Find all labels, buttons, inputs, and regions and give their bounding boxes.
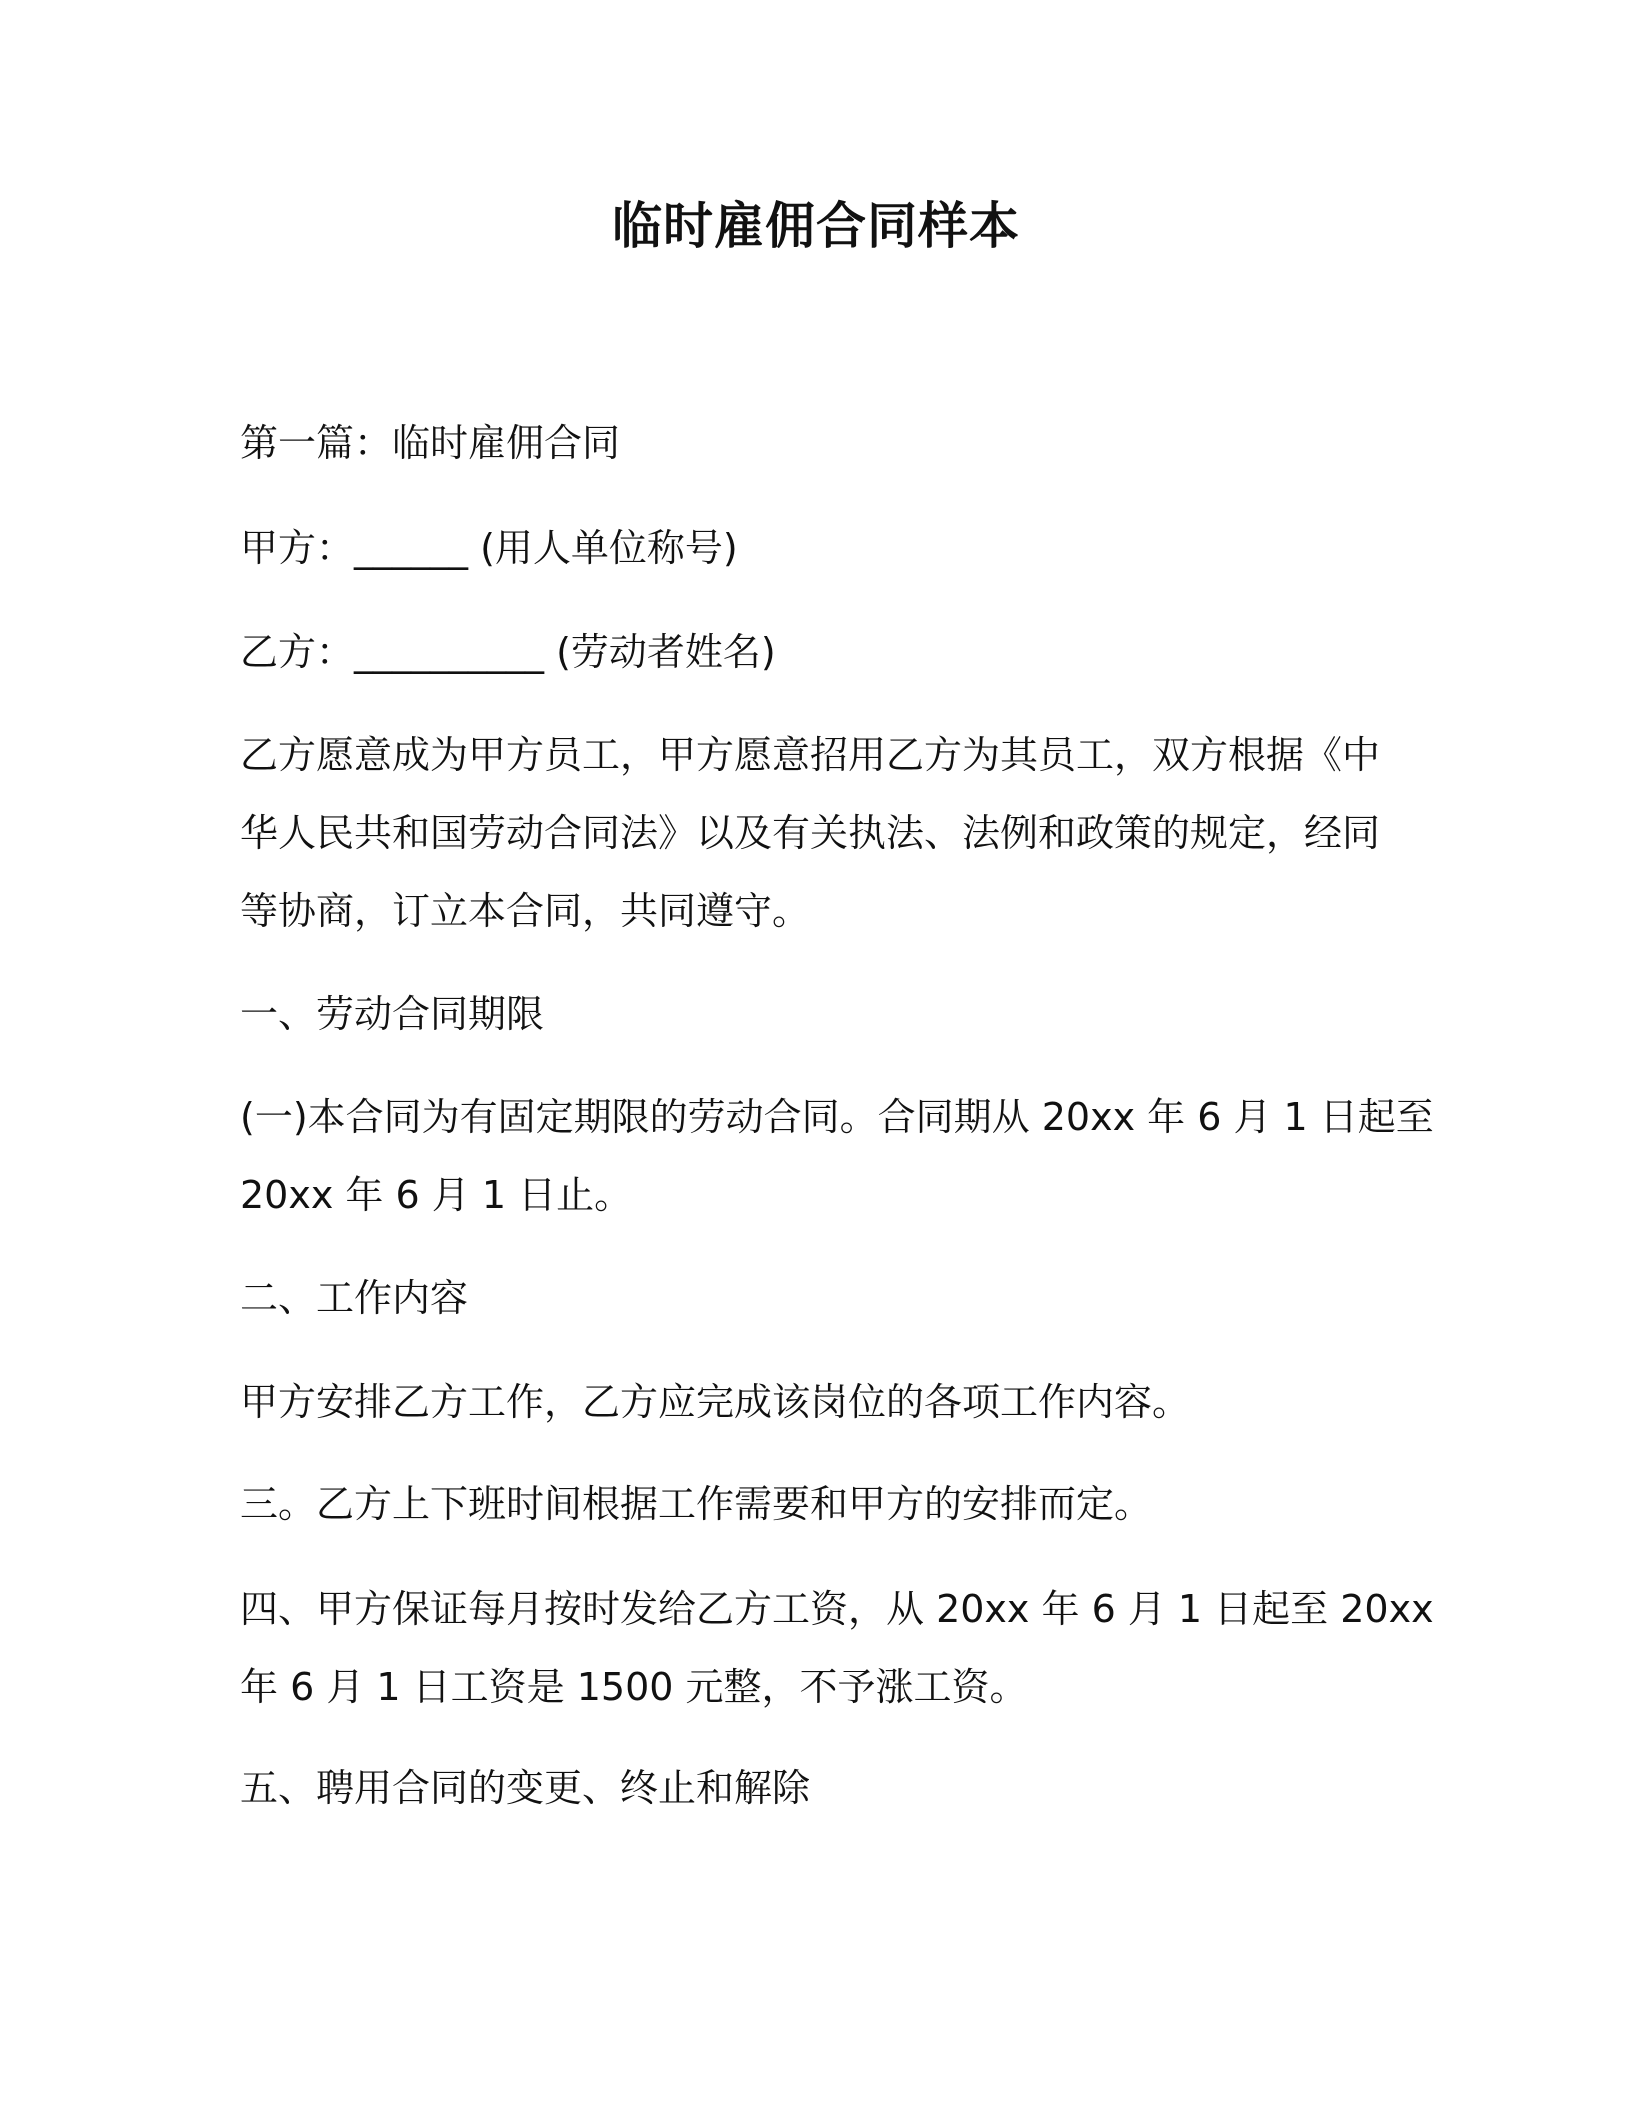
section1-line: (一)本合同为有固定期限的劳动合同。合同期从 20xx 年 6 月 1 日起至: [240, 1095, 1434, 1139]
preamble-line: 等协商，订立本合同，共同遵守。: [240, 889, 811, 933]
party-b-line: 乙方：__________ (劳动者姓名): [240, 630, 776, 674]
section5-heading: 五、聘用合同的变更、终止和解除: [240, 1766, 811, 1810]
section1-paragraph: [240, 1078, 1434, 1234]
preamble-line: 华人民共和国劳动合同法》以及有关执法、法例和政策的规定，经同: [240, 811, 1381, 855]
document-title: 临时雇佣合同样本: [612, 197, 1020, 255]
party-a-line: 甲方：______ (用人单位称号): [240, 526, 738, 570]
section1-heading: 一、劳动合同期限: [240, 992, 545, 1036]
preamble-paragraph: [240, 716, 1390, 950]
section2-heading: 二、工作内容: [240, 1276, 469, 1320]
section2-paragraph: 甲方安排乙方工作，乙方应完成该岗位的各项工作内容。: [240, 1380, 1191, 1424]
section4-line: 年 6 月 1 日工资是 1500 元整，不予涨工资。: [240, 1665, 1028, 1709]
section1-line: 20xx 年 6 月 1 日止。: [240, 1173, 633, 1217]
section4-line: 四、甲方保证每月按时发给乙方工资，从 20xx 年 6 月 1 日起至 20xx: [240, 1587, 1434, 1631]
part-heading: 第一篇：临时雇佣合同: [240, 421, 621, 465]
section3-paragraph: 三。乙方上下班时间根据工作需要和甲方的安排而定。: [240, 1482, 1153, 1526]
preamble-line: 乙方愿意成为甲方员工，甲方愿意招用乙方为其员工，双方根据《中: [240, 733, 1381, 777]
section4-paragraph: [240, 1570, 1434, 1726]
